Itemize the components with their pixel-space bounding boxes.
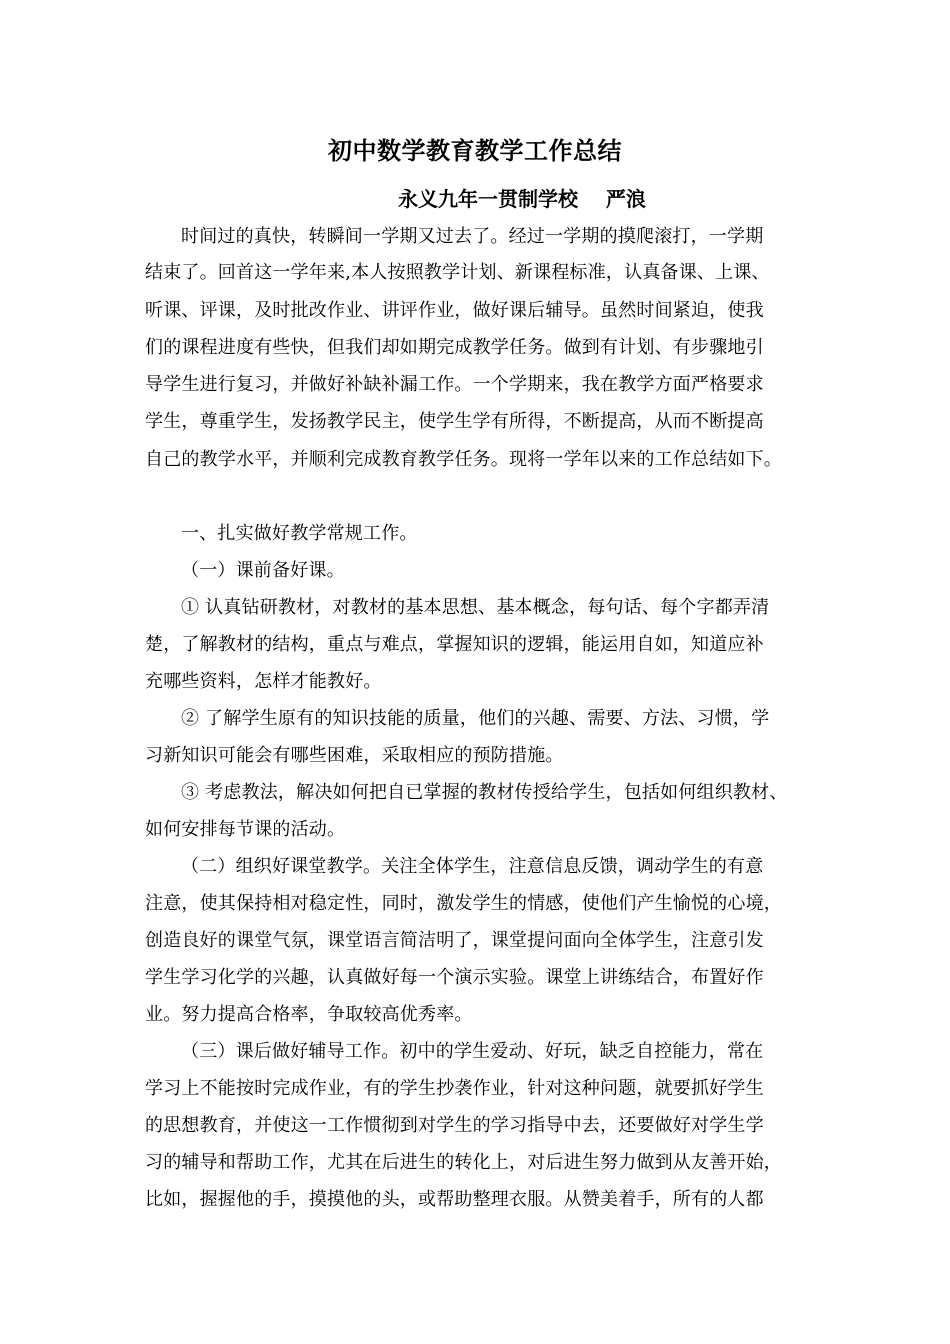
body-line: ③ 考虑教法，解决如何把自已掌握的教材传授给学生，包括如何组织教材、 [181, 782, 788, 803]
body-line: （三）课后做好辅导工作。初中的学生爱动、好玩，缺乏自控能力，常在 [181, 1041, 764, 1062]
body-line: 时间过的真快，转瞬间一学期又过去了。经过一学期的摸爬滚打，一学期 [181, 226, 764, 247]
body-line: 导学生进行复习，并做好补缺补漏工作。一个学期来，我在教学方面严格要求 [145, 374, 764, 395]
body-line: 的思想教育，并使这一工作惯彻到对学生的学习指导中去，还要做好对学生学 [145, 1115, 764, 1136]
body-line: （二）组织好课堂教学。关注全体学生，注意信息反馈，调动学生的有意 [181, 856, 764, 877]
body-line: 学生学习化学的兴趣，认真做好每一个演示实验。课堂上讲练结合，布置好作 [145, 967, 764, 988]
body-line: 如何安排每节课的活动。 [145, 819, 346, 840]
body-line: 自己的教学水平，并顺利完成教育教学任务。现将一学年以来的工作总结如下。 [145, 449, 782, 470]
subsection-heading: （一）课前备好课。 [181, 560, 345, 581]
body-line: 业。努力提高合格率，争取较高优秀率。 [145, 1004, 473, 1025]
body-line: 习的辅导和帮助工作，尤其在后进生的转化上，对后进生努力做到从友善开始， [145, 1152, 782, 1173]
document-author: 永义九年一贯制学校 严浪 [398, 187, 646, 211]
body-line: ② 了解学生原有的知识技能的质量，他们的兴趣、需要、方法、习惯，学 [181, 708, 770, 729]
body-line: 学生，尊重学生，发扬教学民主，使学生学有所得，不断提高，从而不断提高 [145, 411, 764, 432]
body-line: 楚，了解教材的结构，重点与难点，掌握知识的逻辑，能运用自如，知道应补 [145, 634, 764, 655]
body-line: 充哪些资料，怎样才能教好。 [145, 671, 382, 692]
body-line: 创造良好的课堂气氛，课堂语言简洁明了，课堂提问面向全体学生，注意引发 [145, 930, 764, 951]
body-line: 听课、评课，及时批改作业、讲评作业，做好课后辅导。虽然时间紧迫，使我 [145, 300, 764, 321]
body-line: 学习上不能按时完成作业，有的学生抄袭作业，针对这种问题，就要抓好学生 [145, 1078, 764, 1099]
body-line: 习新知识可能会有哪些困难，采取相应的预防措施。 [145, 745, 564, 766]
document-title: 初中数学教育教学工作总结 [328, 137, 622, 165]
body-line: 们的课程进度有些快，但我们却如期完成教学任务。做到有计划、有步骤地引 [145, 337, 764, 358]
body-line: 注意，使其保持相对稳定性，同时，激发学生的情感，使他们产生愉悦的心境， [145, 893, 782, 914]
body-line: 结束了。回首这一学年来,本人按照教学计划、新课程标准，认真备课、上课、 [145, 262, 770, 283]
body-line: 比如，握握他的手，摸摸他的头，或帮助整理衣服。从赞美着手，所有的人都 [145, 1189, 764, 1210]
section-heading: 一、扎实做好教学常规工作。 [181, 523, 418, 544]
body-line: ① 认真钻研教材，对教材的基本思想、基本概念，每句话、每个字都弄清 [181, 597, 770, 618]
